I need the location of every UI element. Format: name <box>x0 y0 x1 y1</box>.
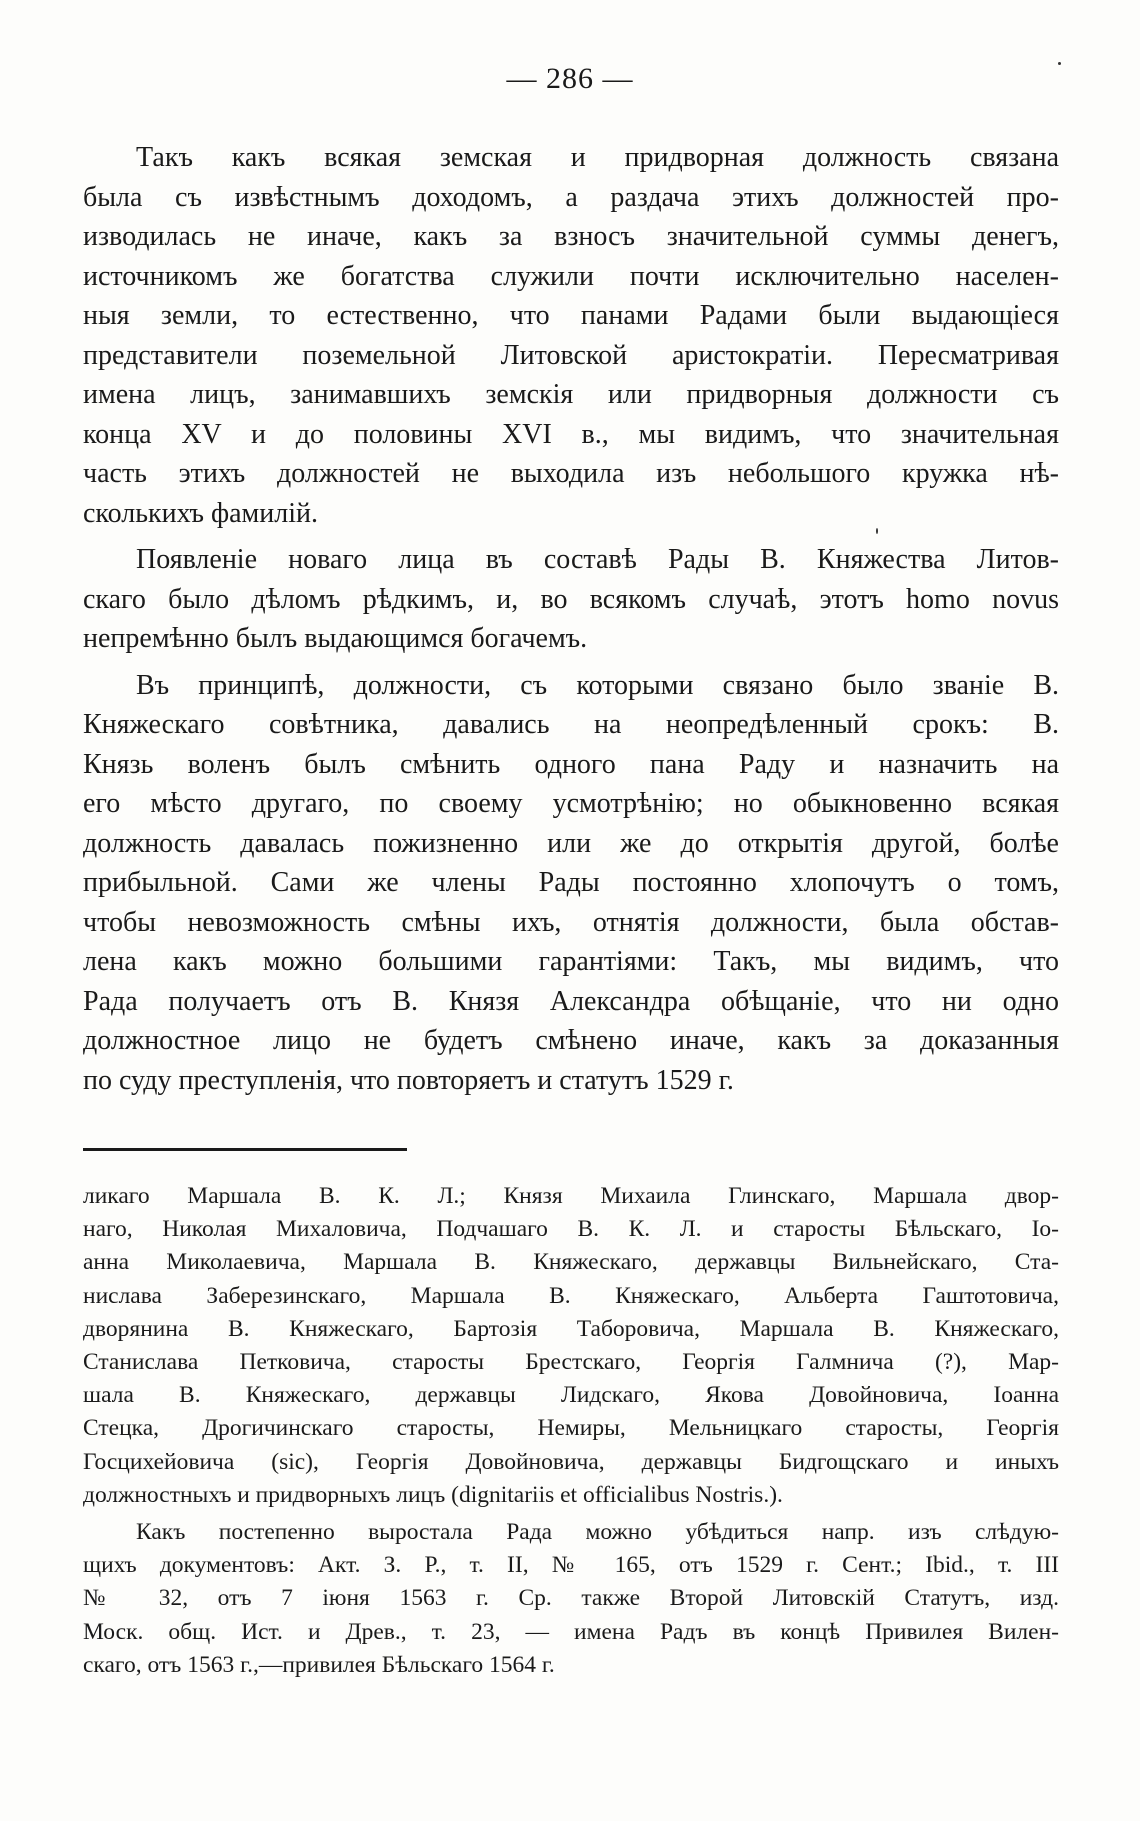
text-line: представители поземельной Литовской аристократіи. Пересматривая <box>83 339 1059 371</box>
footnote-line: Стецка, Дрогичинскаго старосты, Немиры, Мельницкаго старосты, Георгія <box>83 1415 1059 1442</box>
footnote-line: № 32, отъ 7 іюня 1563 г. Ср. также Второй Литовскій Статутъ, изд. <box>83 1585 1059 1612</box>
text-line: была съ извѣстнымъ доходомъ, а раздача этихъ должностей про- <box>83 181 1059 213</box>
text-line: должностное лицо не будетъ смѣнено иначе, какъ за доказанныя <box>83 1025 1059 1056</box>
text-line: скаго было дѣломъ рѣдкимъ, и, во всякомъ случаѣ, этотъ homo novus <box>83 583 1059 615</box>
text-line: Рада получаетъ отъ В. Князя Александра обѣщаніе, что ни одно <box>83 985 1059 1017</box>
footnote-line: Моск. общ. Ист. и Древ., т. 23, — имена Радъ въ концѣ Привилея Вилен- <box>83 1618 1059 1645</box>
footnote-line: шала В. Княжескаго, державцы Лидскаго, Якова Довойновича, Іоанна <box>83 1382 1059 1409</box>
text-line: по суду преступленія, что повторяетъ и статутъ 1529 г. <box>83 1064 734 1096</box>
footnotes <box>83 1180 1059 1686</box>
text-line: его мѣсто другаго, по своему усмотрѣнію; но обыкновенно всякая <box>83 788 1059 819</box>
footnote-line: щихъ документовъ: Акт. З. Р., т. II, № 165, отъ 1529 г. Сент.; Ibid., т. III <box>83 1552 1059 1579</box>
footnote-line: Какъ постепенно выростала Рада можно убѣдиться напр. изъ слѣдую- <box>136 1519 1059 1546</box>
footnote-divider <box>83 1148 407 1151</box>
text-line: непремѣнно былъ выдающимся богачемъ. <box>83 623 588 654</box>
text-line: имена лицъ, занимавшихъ земскія или придворныя должности съ <box>83 379 1059 410</box>
footnote-line: наго, Николая Михаловича, Подчашаго В. К. Л. и старосты Бѣльскаго, Іо- <box>83 1216 1059 1243</box>
text-line: часть этихъ должностей не выходила изъ небольшого кружка нѣ- <box>83 458 1059 489</box>
paragraph-2 <box>83 540 1059 659</box>
text-line: сколькихъ фамилій. <box>83 497 318 529</box>
footnote-line: должностныхъ и придворныхъ лицъ (dignitariis et officialibus Nostris.). <box>83 1481 783 1508</box>
paragraph-1 <box>83 138 1059 533</box>
print-speck <box>1058 62 1061 65</box>
text-line: должность давалась пожизненно или же до открытія другой, болѣе <box>83 827 1059 859</box>
footnote-line: ликаго Маршала В. К. Л.; Князя Михаила Глинскаго, Маршала двор- <box>83 1183 1059 1209</box>
text-line: Такъ какъ всякая земская и придворная должность связана <box>136 142 1059 173</box>
footnote-line: Станислава Петковича, старосты Брестскаго, Георгія Галмнича (?), Мар- <box>83 1349 1059 1376</box>
footnote-1 <box>83 1180 1059 1512</box>
footnote-line: скаго, отъ 1563 г.,—привилея Бѣльскаго 1564 г. <box>83 1651 555 1678</box>
text-line: Князь воленъ былъ смѣнить одного пана Раду и назначить на <box>83 748 1059 780</box>
footnote-line: анна Миколаевича, Маршала В. Княжескаго, державцы Вильнейскаго, Ста- <box>83 1249 1059 1276</box>
text-line: Появленіе новаго лица въ составѣ Рады В. Княжества Литов- <box>136 544 1059 575</box>
text-line: Въ принципѣ, должности, съ которыми связано было званіе В. <box>136 669 1059 701</box>
text-line: изводилась не иначе, какъ за взносъ значительной суммы денегъ, <box>83 221 1059 252</box>
print-speck <box>876 528 878 534</box>
text-line: конца XV и до половины XVI в., мы видимъ, что значительная <box>83 418 1059 450</box>
main-text <box>83 138 1059 1107</box>
footnote-2 <box>83 1516 1059 1682</box>
text-line: чтобы невозможность смѣны ихъ, отнятія должности, была обстав- <box>83 906 1059 938</box>
text-line: источникомъ же богатства служили почти исключительно населен- <box>83 260 1059 292</box>
text-line: прибыльной. Сами же члены Рады постоянно хлопочутъ о томъ, <box>83 867 1059 898</box>
text-line: Княжескаго совѣтника, давались на неопредѣленный срокъ: В. <box>83 709 1059 740</box>
footnote-line: дворянина В. Княжескаго, Бартозія Таборовича, Маршала В. Княжескаго, <box>83 1315 1059 1342</box>
text-line: лена какъ можно большими гарантіями: Такъ, мы видимъ, что <box>83 946 1059 977</box>
page-number: — 286 — <box>506 62 634 95</box>
paragraph-3 <box>83 666 1059 1101</box>
footnote-line: Госцихейовича (sic), Георгія Довойновича, державцы Бидгощскаго и иныхъ <box>83 1448 1059 1475</box>
footnote-line: нислава Заберезинскаго, Маршала В. Княжескаго, Альберта Гаштотовича, <box>83 1282 1059 1309</box>
text-line: ныя земли, то естественно, что панами Радами были выдающіеся <box>83 300 1059 331</box>
